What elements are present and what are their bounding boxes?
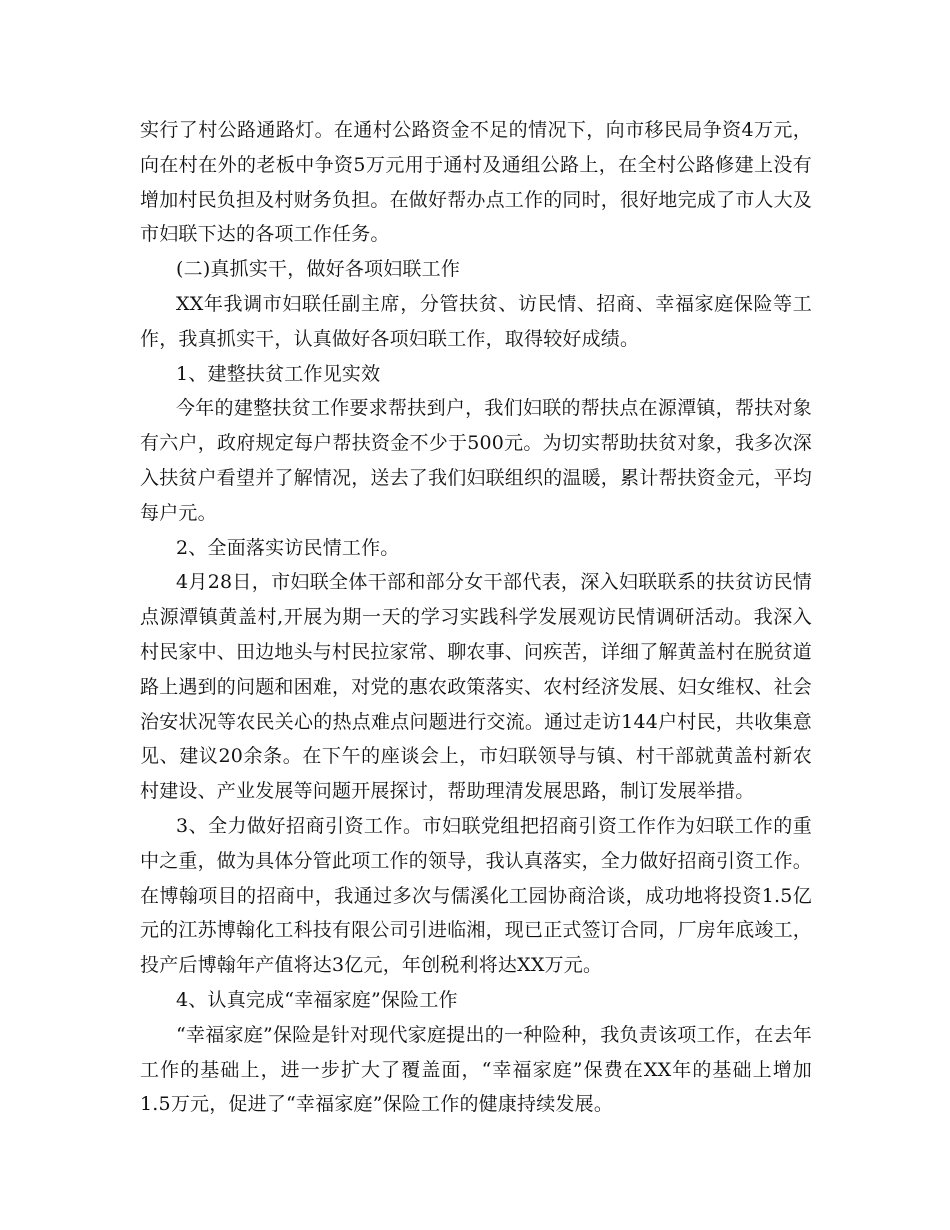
- paragraph: 3、全力做好招商引资工作。市妇联党组把招商引资工作作为妇联工作的重中之重，做为具体分管此项工作的领导，我认真落实，全力做好招商引资工作。在博翰项目的招商中，我通过多次与儒溪化工园协商洽谈，成功地将投资1.5亿元的江苏博翰化工科技有限公司引进临湘，现已正式签订合同，厂房年底竣工，投产后博翰年产值将达3亿元，年创税利将达XX万元。: [140, 814, 813, 977]
- section-heading: (二)真抓实干，做好各项妇联工作: [176, 258, 461, 281]
- paragraph: “幸福家庭”保险是针对现代家庭提出的一种险种，我负责该项工作，在去年工作的基础上，进一步扩大了覆盖面，“幸福家庭”保费在XX年的基础上增加1.5万元，促进了“幸福家庭”保险工作的健康持续发展。: [140, 1023, 812, 1116]
- subsection-heading: 4、认真完成“幸福家庭”保险工作: [176, 988, 458, 1011]
- paragraph: XX年我调市妇联任副主席，分管扶贫、访民情、招商、幸福家庭保险等工作，我真抓实干，认真做好各项妇联工作，取得较好成绩。: [140, 292, 812, 350]
- paragraph: 4月28日，市妇联全体干部和部分女干部代表，深入妇联联系的扶贫访民情点源潭镇黄盖村,开展为期一天的学习实践科学发展观访民情调研活动。我深入村民家中、田边地头与村民拉家常、聊农事、问疾苦，详细了解黄盖村在脱贫道路上遇到的问题和困难，对党的惠农政策落实、农村经济发展、妇女维权、社会治安状况等农民关心的热点难点问题进行交流。通过走访144户村民，共收集意见、建议20余条。在下午的座谈会上，市妇联领导与镇、村干部就黄盖村新农村建设、产业发展等问题开展探讨，帮助理清发展思路，制订发展举措。: [140, 571, 813, 803]
- subsection-heading: 2、全面落实访民情工作。: [176, 536, 400, 559]
- paragraph-continuation: 实行了村公路通路灯。在通村公路资金不足的情况下，向市移民局争资4万元，向在村在外的老板中争资5万元用于通村及通组公路上，在全村公路修建上没有增加村民负担及村财务负担。在做好帮办点工作的同时，很好地完成了市人大及市妇联下达的各项工作任务。: [140, 119, 813, 246]
- paragraph: 今年的建整扶贫工作要求帮扶到户，我们妇联的帮扶点在源潭镇，帮扶对象有六户，政府规定每户帮扶资金不少于500元。为切实帮助扶贫对象，我多次深入扶贫户看望并了解情况，送去了我们妇联组织的温暖，累计帮扶资金元，平均每户元。: [140, 397, 813, 524]
- document-body: [140, 113, 812, 1122]
- subsection-heading: 1、建整扶贫工作见实效: [176, 362, 381, 385]
